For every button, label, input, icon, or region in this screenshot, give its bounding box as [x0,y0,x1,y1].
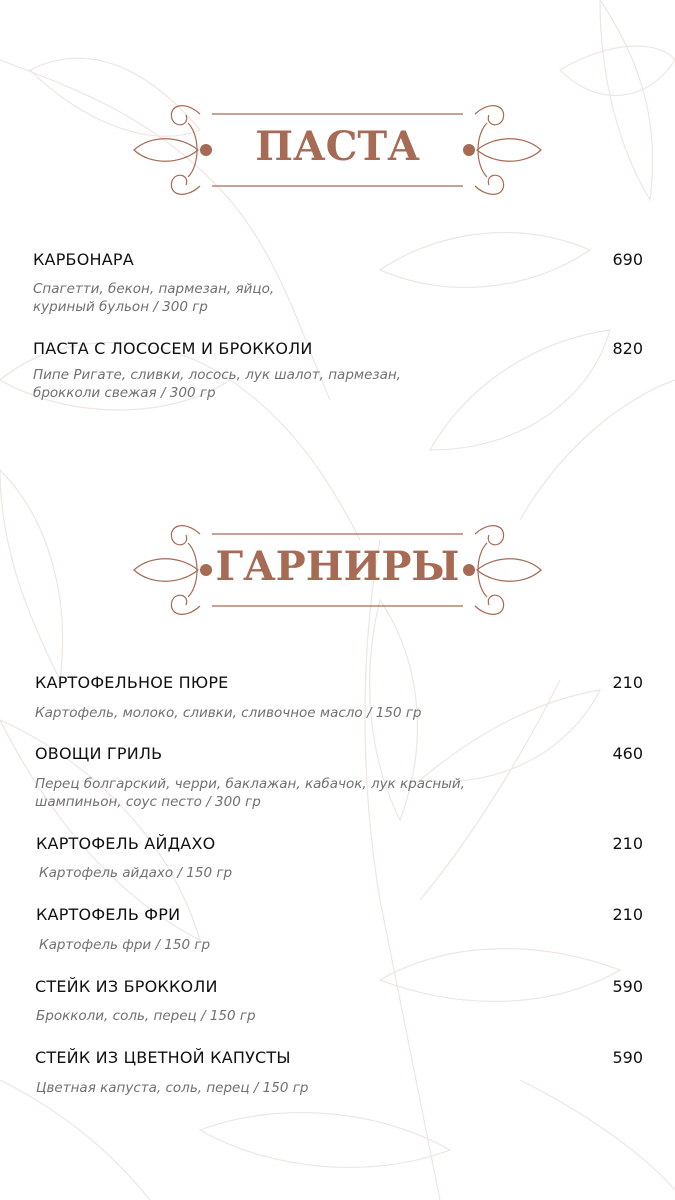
menu-item-description: Картофель, молоко, сливки, сливочное масло / 150 гр [35,705,422,721]
pasta-section [0,95,675,415]
menu-item-description: Спагетти, бекон, пармезан, яйцо, куриный бульон / 300 гр [33,281,275,315]
menu-item-description: Цветная капуста, соль, перец / 150 гр [36,1080,309,1096]
menu-item-salmon-pasta [33,339,643,409]
menu-item-price: 590 [612,977,643,996]
menu-item-broccoli-steak [35,977,643,1027]
menu-item-price: 210 [612,905,643,924]
menu-item-price: 210 [612,673,643,692]
menu-item-name: ПАСТА С ЛОСОСЕМ И БРОККОЛИ [33,339,313,358]
pasta-section-title: ПАСТА [255,123,420,170]
menu-item-grilled-vegetables [35,744,643,814]
menu-item-cauliflower-steak [35,1048,643,1098]
menu-item-name: КАРТОФЕЛЬ АЙДАХО [36,834,216,853]
menu-item-price: 820 [612,339,643,358]
menu-item-description: Картофель фри / 150 гр [39,937,211,953]
menu-item-carbonara [33,250,643,320]
pasta-header-banner [0,95,675,205]
menu-item-price: 690 [612,250,643,269]
sides-header-banner [0,515,675,625]
menu-item-idaho-potatoes [36,834,643,884]
menu-item-french-fries [36,905,643,955]
menu-item-price: 590 [612,1048,643,1067]
menu-item-description: Брокколи, соль, перец / 150 гр [36,1008,256,1024]
menu-item-name: КАРТОФЕЛЬНОЕ ПЮРЕ [35,673,229,692]
menu-item-description: Картофель айдахо / 150 гр [39,865,233,881]
menu-item-name: СТЕЙК ИЗ БРОККОЛИ [35,977,218,996]
menu-item-description: Пипе Ригате, сливки, лосось, лук шалот, пармезан, брокколи свежая / 300 гр [33,367,401,401]
menu-item-description: Перец болгарский, черри, баклажан, кабачок, лук красный, шампиньон, соус песто / 300 гр [35,776,465,810]
menu-item-name: КАРТОФЕЛЬ ФРИ [36,905,181,924]
sides-section [0,515,675,1115]
menu-item-mashed-potatoes [35,673,643,723]
sides-section-title: ГАРНИРЫ [215,543,460,590]
menu-item-price: 210 [612,834,643,853]
menu-item-name: СТЕЙК ИЗ ЦВЕТНОЙ КАПУСТЫ [35,1048,291,1067]
menu-item-price: 460 [612,744,643,763]
menu-item-name: КАРБОНАРА [33,250,134,269]
menu-item-name: ОВОЩИ ГРИЛЬ [35,744,163,763]
